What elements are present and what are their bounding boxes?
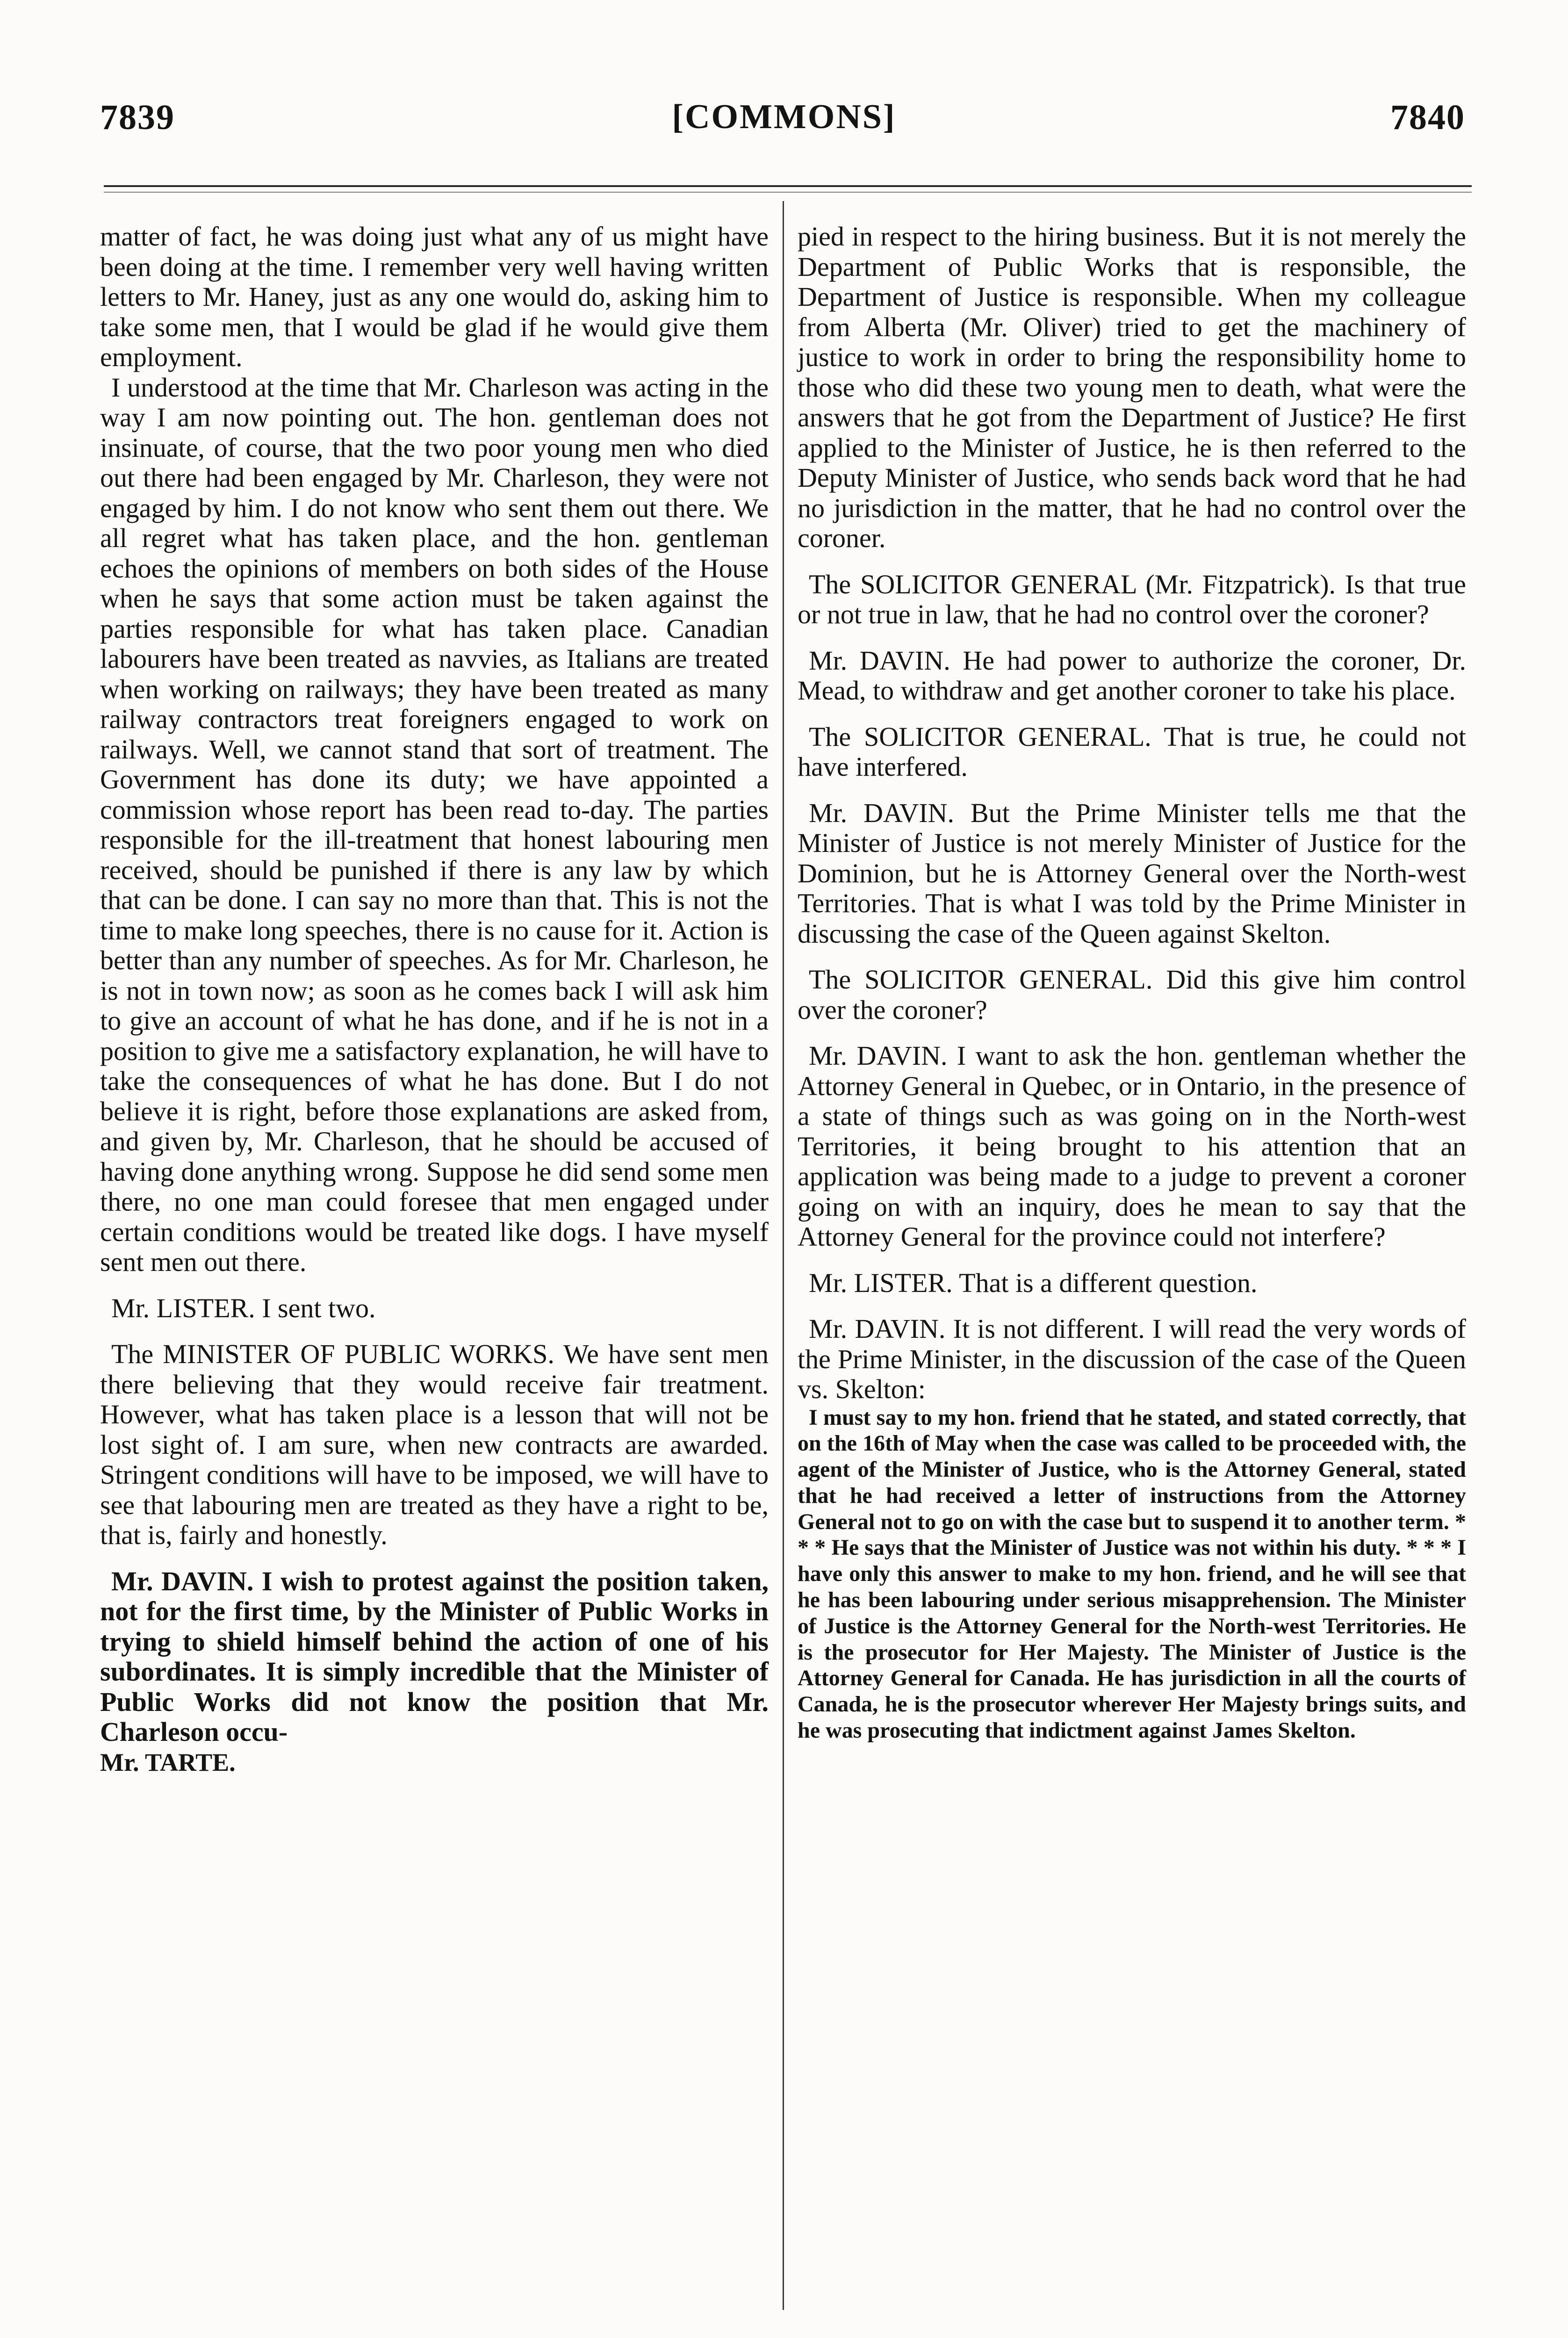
quoted-passage: I must say to my hon. friend that he stated, and stated correctly, that on the 16th of May when the case was called to be proceeded with, the agent of the Minister of Justice, who is the Attorney General, stated that he had received a letter of instructions from the Attorney General not to go on with the case but to suspend it to another term. * * * He says that the Minister of Justice was not within his duty. * * * I have only this answer to make to my hon. friend, and he will see that he has been labouring under serious misapprehension. The Minister of Justice is the Attorney General for the North-west Territories. He is the prosecutor for Her Majesty. The Minister of Justice is the Attorney General for Canada. He has jurisdiction in all the courts of Canada, he is the prosecutor wherever Her Majesty brings suits, and he was prosecuting that indictment against James Skelton. — [798, 1405, 1466, 1743]
header-rule-thin — [104, 192, 1472, 193]
right-column — [798, 222, 1466, 1744]
running-title: [COMMONS] — [672, 98, 896, 136]
left-page-number: 7839 — [100, 98, 175, 137]
right-paragraph-7: Mr. DAVIN. I want to ask the hon. gentleman whether the Attorney General in Quebec, or in Ontario, in the presence of a state of things such as was going on in the North-west Territories, it being brought to his attention that an application was being made to a judge to prevent a coroner going on with an inquiry, does he mean to say that the Attorney General for the province could not interfere? — [798, 1040, 1466, 1252]
left-paragraph-5: Mr. DAVIN. I wish to protest against the position taken, not for the first time, by the Minister of Public Works in trying to shield himself behind the action of one of his subordinates. It is simply incredible that the Minister of Public Works did not know the position that Mr. Charleson occu- — [100, 1566, 769, 1747]
right-page-number: 7840 — [1390, 98, 1465, 137]
header-rule — [104, 185, 1472, 187]
right-paragraph-3: Mr. DAVIN. He had power to authorize the coroner, Dr. Mead, to withdraw and get another coroner to take his place. — [798, 645, 1466, 706]
left-paragraph-1: matter of fact, he was doing just what any of us might have been doing at the time. I remember very well having written letters to Mr. Haney, just as any one would do, asking him to take some men, that I would be glad if he would give them employment. — [100, 221, 769, 372]
left-column — [100, 222, 769, 1777]
right-paragraph-1: pied in respect to the hiring business. But it is not merely the Department of Public Works that is responsible, the Department of Justice is responsible. When my colleague from Alberta (Mr. Oliver) tried to get the machinery of justice to work in order to bring the responsibility home to those who did these two young men to death, what were the answers that he got from the Department of Justice? He first applied to the Minister of Justice, he is then referred to the Deputy Minister of Justice, who sends back word that he had no jurisdiction in the matter, that he had no control over the coroner. — [798, 221, 1466, 553]
column-divider — [783, 201, 784, 2310]
right-paragraph-8: Mr. LISTER. That is a different question. — [809, 1267, 1258, 1298]
right-paragraph-9: Mr. DAVIN. It is not different. I will read the very words of the Prime Minister, in the discussion of the case of the Queen vs. Skelton: — [798, 1313, 1466, 1404]
left-column-footer: Mr. TARTE. — [100, 1748, 236, 1776]
left-paragraph-4: The MINISTER OF PUBLIC WORKS. We have sent men there believing that they would receive fair treatment. However, what has taken place is a lesson that will not be lost sight of. I am sure, when new contracts are awarded. Stringent conditions will have to be imposed, we will have to see that labouring men are treated as they have a right to be, that is, fairly and honestly. — [100, 1339, 769, 1550]
right-paragraph-2: The SOLICITOR GENERAL (Mr. Fitzpatrick). Is that true or not true in law, that he had no control over the coroner? — [798, 569, 1466, 629]
right-paragraph-5: Mr. DAVIN. But the Prime Minister tells me that the Minister of Justice is not merely Minister of Justice for the Dominion, but he is Attorney General over the North-west Territories. That is what I was told by the Prime Minister in discussing the case of the Queen against Skelton. — [798, 797, 1466, 949]
left-paragraph-3: Mr. LISTER. I sent two. — [111, 1292, 376, 1323]
left-paragraph-2: I understood at the time that Mr. Charleson was acting in the way I am now pointing out. The hon. gentleman does not insinuate, of course, that the two poor young men who died out there had been engaged by Mr. Charleson, they were not engaged by him. I do not know who sent them out there. We all regret what has taken place, and the hon. gentleman echoes the opinions of members on both sides of the House when he says that some action must be taken against the parties responsible for what has taken place. Canadian labourers have been treated as navvies, as Italians are treated when working on railways; they have been treated as many railway contractors treat foreigners engaged to work on railways. Well, we cannot stand that sort of treatment. The Government has done its duty; we have appointed a commission whose report has been read to-day. The parties responsible for the ill-treatment that honest labouring men received, should be punished if there is any law by which that can be done. I can say no more than that. This is not the time to make long speeches, there is no cause for it. Action is better than any number of speeches. As for Mr. Charleson, he is not in town now; as soon as he comes back I will ask him to give an account of what he has done, and if he is not in a position to give me a satisfactory explanation, he will have to take the consequences of what he has done. But I do not believe it is right, before those explanations are asked from, and given by, Mr. Charleson, that he should be accused of having done anything wrong. Suppose he did send some men there, no one man could foresee that men engaged under certain conditions would be treated like dogs. I have myself sent men out there. — [100, 372, 769, 1277]
page-header — [0, 0, 1568, 154]
right-paragraph-4: The SOLICITOR GENERAL. That is true, he could not have interfered. — [798, 721, 1466, 782]
right-paragraph-6: The SOLICITOR GENERAL. Did this give him control over the coroner? — [798, 964, 1466, 1025]
